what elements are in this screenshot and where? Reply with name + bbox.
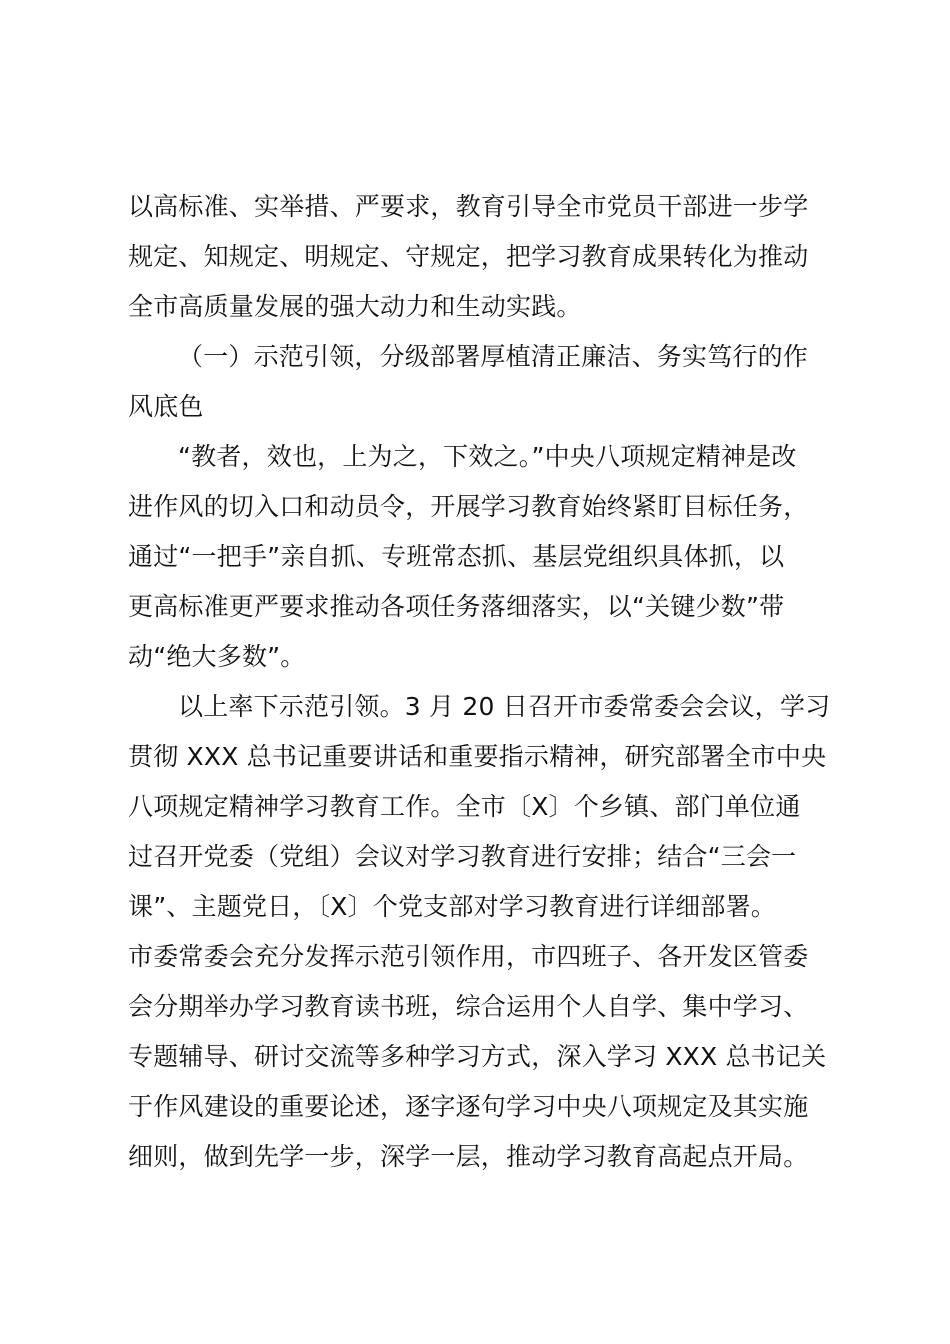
paragraph-2-line-3: 通过“一把手”亲自抓、专班常态抓、基层党组织具体抓，以 — [128, 542, 785, 571]
paragraph-3-line-4: 过召开党委（党组）会议对学习教育进行安排；结合“三会一 — [128, 842, 797, 871]
paragraph-2-line-5: 动“绝大多数”。 — [128, 642, 306, 671]
paragraph-2-line-1: “教者，效也，上为之，下效之。”中央八项规定精神是改 — [178, 442, 797, 471]
paragraph-3-line-9: 于作风建设的重要论述，逐字逐句学习中央八项规定及其实施 — [128, 1092, 809, 1121]
paragraph-3-line-10: 细则，做到先学一步，深学一层，推动学习教育高起点开局。 — [128, 1142, 809, 1171]
section-heading-line-2: 风底色 — [128, 392, 204, 421]
paragraph-3-line-8: 专题辅导、研讨交流等多种学习方式，深入学习 XXX 总书记关 — [128, 1042, 827, 1071]
paragraph-1-line-1: 以高标准、实举措、严要求，教育引导全市党员干部进一步学 — [128, 192, 809, 221]
paragraph-1-line-3: 全市高质量发展的强大动力和生动实践。 — [128, 292, 582, 321]
paragraph-3-line-2: 贯彻 XXX 总书记重要讲话和重要指示精神，研究部署全市中央 — [128, 742, 827, 771]
section-heading-line-1: （一）示范引领，分级部署厚植清正廉洁、务实笃行的作 — [178, 342, 809, 371]
paragraph-2-line-2: 进作风的切入口和动员令，开展学习教育始终紧盯目标任务， — [128, 492, 809, 521]
paragraph-3-line-6: 市委常委会充分发挥示范引领作用，市四班子、各开发区管委 — [128, 942, 809, 971]
paragraph-3-line-1: 以上率下示范引领。3 月 20 日召开市委常委会会议，学习 — [178, 692, 831, 721]
paragraph-2-line-4: 更高标准更严要求推动各项任务落细落实，以“关键少数”带 — [128, 592, 785, 621]
paragraph-3-line-7: 会分期举办学习教育读书班，综合运用个人自学、集中学习、 — [128, 992, 809, 1021]
paragraph-3-line-5: 课”、主题党日，〔X〕个党支部对学习教育进行详细部署。 — [128, 892, 776, 921]
paragraph-1-line-2: 规定、知规定、明规定、守规定，把学习教育成果转化为推动 — [128, 242, 809, 271]
paragraph-3-line-3: 八项规定精神学习教育工作。全市〔X〕个乡镇、部门单位通 — [128, 792, 801, 821]
